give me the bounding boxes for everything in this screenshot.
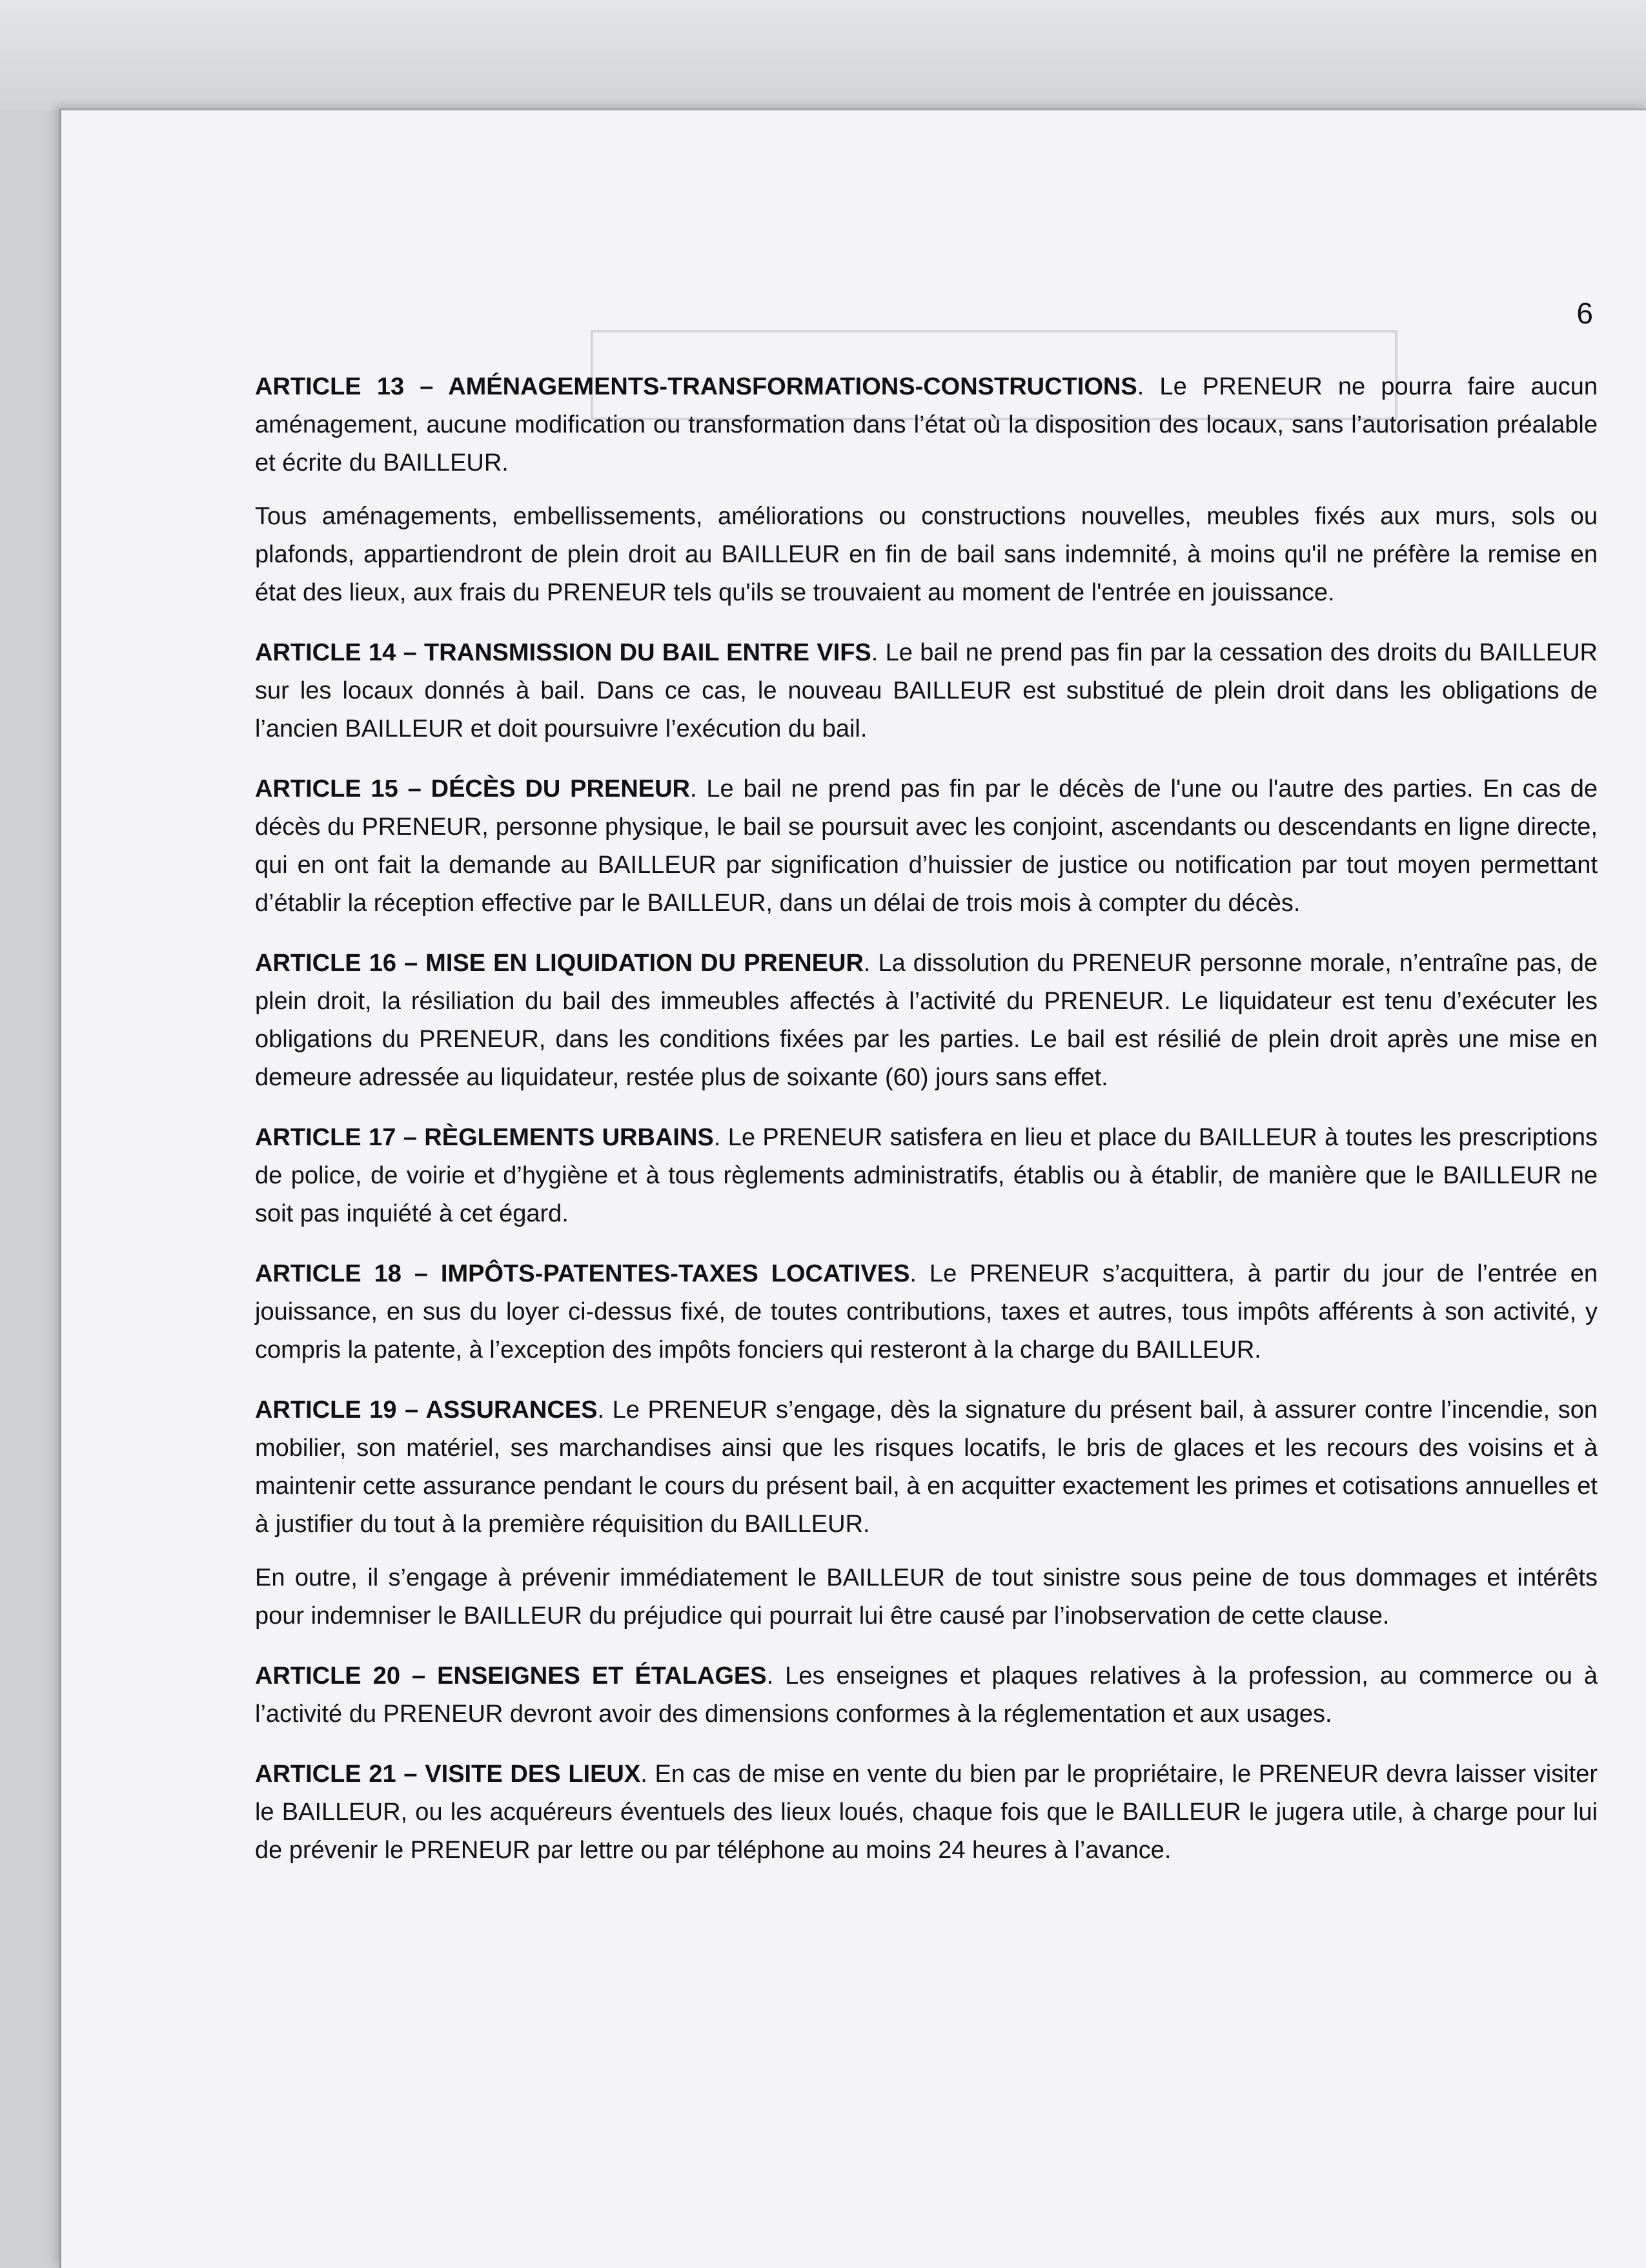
article-18-text: . Le PRENEUR s’acquittera, à partir du jour de l’entrée en jouissance, en sus du loyer ci-dessus fixé, de toutes contributions, taxes et autres, tous impôts afférents à son activité, y compris la patente, à l’exception des impôts fonciers qui resteront à la charge du BAILLEUR. [255, 1260, 1598, 1364]
article-16-text: . La dissolution du PRENEUR personne morale, n’entraîne pas, de plein droit, la résiliation du bail des immeubles affectés à l’activité du PRENEUR. Le liquidateur est tenu d’exécuter les obligations du PRENEUR, dans les conditions fixées par les parties. Le bail est résilié de plein droit après une mise en demeure adressée au liquidateur, restée plus de soixante (60) jours sans effet. [255, 950, 1598, 1091]
article-20-title: ARTICLE 20 – ENSEIGNES ET ÉTALAGES [255, 1662, 767, 1690]
article-17-text: . Le PRENEUR satisfera en lieu et place du BAILLEUR à toutes les prescriptions de police, de voirie et d’hygiène et à tous règlements administratifs, établis ou à établir, de manière que le BAILLEUR ne soit pas inquiété à cet égard. [255, 1124, 1598, 1227]
article-15 [255, 770, 1598, 923]
article-19-title: ARTICLE 19 – ASSURANCES [255, 1396, 598, 1424]
article-19-text: . Le PRENEUR s’engage, dès la signature du présent bail, à assurer contre l’incendie, son mobilier, son matériel, ses marchandises ainsi que les risques locatifs, le bris de glaces et les recours des voisins et à maintenir cette assurance pendant le cours du présent bail, à en acquitter exactement les primes et cotisations annuelles et à justifier du tout à la première réquisition du BAILLEUR. [255, 1396, 1598, 1538]
article-13-extra: Tous aménagements, embellissements, améliorations ou constructions nouvelles, meubles fixés aux murs, sols ou plafonds, appartiendront de plein droit au BAILLEUR en fin de bail sans indemnité, à moins qu'il ne préfère la remise en état des lieux, aux frais du PRENEUR tels qu'ils se trouvaient au moment de l'entrée en jouissance. [255, 503, 1598, 606]
article-19-extra: En outre, il s’engage à prévenir immédiatement le BAILLEUR de tout sinistre sous peine de tous dommages et intérêts pour indemniser le BAILLEUR du préjudice qui pourrait lui être causé par l’inobservation de cette clause. [255, 1564, 1598, 1629]
article-15-text: . Le bail ne prend pas fin par le décès de l'une ou l'autre des parties. En cas de décès du PRENEUR, personne physique, le bail se poursuit avec les conjoint, ascendants ou descendants en ligne directe, qui en ont fait la demande au BAILLEUR par signification d’huissier de justice ou notification par tout moyen permettant d’établir la réception effective par le BAILLEUR, dans un délai de trois mois à compter du décès. [255, 775, 1598, 917]
scanner-background [0, 0, 1646, 110]
article-14-text: . Le bail ne prend pas fin par la cessation des droits du BAILLEUR sur les locaux donnés à bail. Dans ce cas, le nouveau BAILLEUR est substitué de plein droit dans les obligations de l’ancien BAILLEUR et doit poursuivre l’exécution du bail. [255, 639, 1598, 742]
article-20-text: . Les enseignes et plaques relatives à la profession, au commerce ou à l’activité du PRENEUR devront avoir des dimensions conformes à la réglementation et aux usages. [255, 1662, 1598, 1728]
article-21 [255, 1755, 1598, 1870]
article-13 [255, 368, 1598, 612]
article-19 [255, 1391, 1598, 1635]
article-15-title: ARTICLE 15 – DÉCÈS DU PRENEUR [255, 775, 690, 802]
article-16 [255, 945, 1598, 1097]
document-body [255, 368, 1598, 1892]
article-21-text: . En cas de mise en vente du bien par le propriétaire, le PRENEUR devra laisser visiter le BAILLEUR, ou les acquéreurs éventuels des lieux loués, chaque fois que le BAILLEUR le jugera utile, à charge pour lui de prévenir le PRENEUR par lettre ou par téléphone au moins 24 heures à l’avance. [255, 1761, 1598, 1864]
article-17-title: ARTICLE 17 – RÈGLEMENTS URBAINS [255, 1124, 714, 1151]
article-20 [255, 1657, 1598, 1733]
article-18-title: ARTICLE 18 – IMPÔTS-PATENTES-TAXES LOCATIVES [255, 1260, 910, 1287]
article-13-title: ARTICLE 13 – AMÉNAGEMENTS-TRANSFORMATIONS-CONSTRUCTIONS [255, 373, 1137, 400]
article-14 [255, 634, 1598, 748]
article-21-title: ARTICLE 21 – VISITE DES LIEUX [255, 1761, 641, 1788]
article-13-text: . Le PRENEUR ne pourra faire aucun aménagement, aucune modification ou transformation dans l’état où la disposition des locaux, sans l’autorisation préalable et écrite du BAILLEUR. [255, 373, 1598, 476]
article-17 [255, 1119, 1598, 1233]
article-16-title: ARTICLE 16 – MISE EN LIQUIDATION DU PRENEUR [255, 950, 864, 977]
article-18 [255, 1255, 1598, 1369]
page-number: 6 [1576, 296, 1593, 330]
article-14-title: ARTICLE 14 – TRANSMISSION DU BAIL ENTRE VIFS [255, 639, 871, 666]
